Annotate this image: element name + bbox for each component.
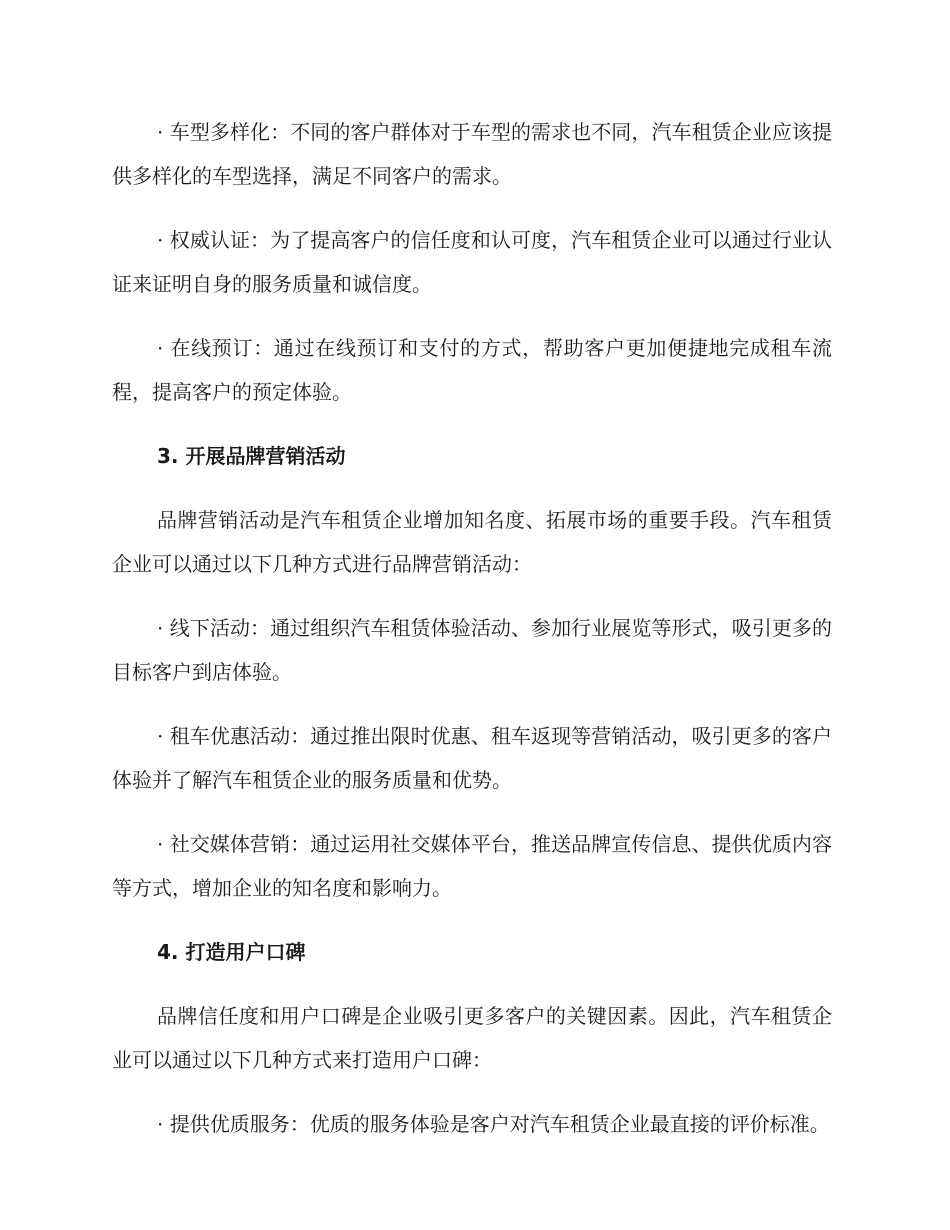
body-brand-marketing-intro: 品牌营销活动是汽车租赁企业增加知名度、拓展市场的重要手段。汽车租赁企业可以通过以下几种方式进行品牌营销活动：	[112, 508, 832, 576]
bullet-offline-activities: · 线下活动：通过组织汽车租赁体验活动、参加行业展览等形式，吸引更多的目标客户到店体验。	[112, 616, 832, 684]
section-heading-user-reputation: 4. 打造用户口碑	[157, 940, 306, 964]
bullet-vehicle-variety: · 车型多样化：不同的客户群体对于车型的需求也不同，汽车租赁企业应该提供多样化的车型选择，满足不同客户的需求。	[112, 120, 832, 188]
bullet-rental-discounts: · 租车优惠活动：通过推出限时优惠、租车返现等营销活动，吸引更多的客户体验并了解汽车租赁企业的服务质量和优势。	[112, 724, 832, 792]
section-heading-brand-marketing: 3. 开展品牌营销活动	[157, 444, 346, 468]
bullet-quality-service: · 提供优质服务：优质的服务体验是客户对汽车租赁企业最直接的评价标准。	[157, 1112, 830, 1136]
bullet-social-media-marketing: · 社交媒体营销：通过运用社交媒体平台，推送品牌宣传信息、提供优质内容等方式，增加企业的知名度和影响力。	[112, 832, 832, 900]
bullet-online-booking: · 在线预订：通过在线预订和支付的方式，帮助客户更加便捷地完成租车流程，提高客户的预定体验。	[112, 336, 832, 404]
body-user-reputation-intro: 品牌信任度和用户口碑是企业吸引更多客户的关键因素。因此，汽车租赁企业可以通过以下几种方式来打造用户口碑：	[112, 1004, 832, 1072]
bullet-authority-certification: · 权威认证：为了提高客户的信任度和认可度，汽车租赁企业可以通过行业认证来证明自身的服务质量和诚信度。	[112, 228, 832, 296]
